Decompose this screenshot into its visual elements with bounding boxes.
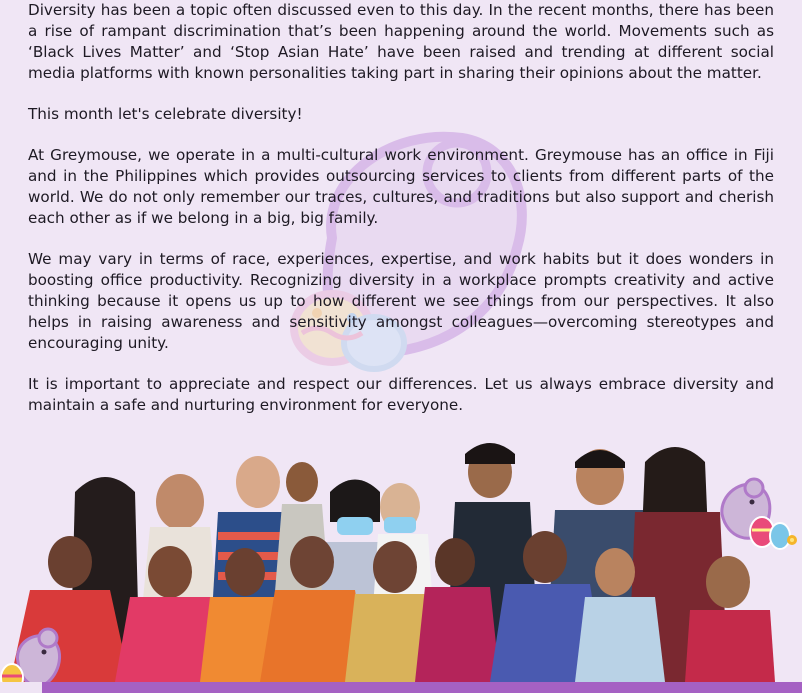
article-body: [28, 0, 774, 436]
article-paragraph-3: At Greymouse, we operate in a multi-cultural work environment. Greymouse has an office in Fiji and in the Philippines which provides outsourcing services to clients from different parts of the world. We do not only remember our traces, cultures, and traditions but also support and cherish each other as if we belong in a big, big family.: [28, 146, 774, 227]
footer-gap: [0, 682, 42, 693]
article-paragraph-2: This month let's celebrate diversity!: [28, 105, 303, 123]
mascot-easter-eggs-image: [712, 474, 802, 554]
article-paragraph-1: Diversity has been a topic often discussed even to this day. In the recent months, there has been a rise of rampant discrimination that’s been happening around the world. Movements such as ‘Black Lives Matter’ and ‘Stop Asian Hate’ have been raised and trending at different social media platforms with known personalities taking part in sharing their opinions about the matter.: [28, 1, 774, 82]
article-paragraph-4: We may vary in terms of race, experiences, expertise, and work habits but it does wonders in boosting office productivity. Recognizing diversity in a workplace prompts creativity and active thinking because it opens us up to how different we see things from our perspectives. It also helps in raising awareness and sensitivity amongst colleagues—overcoming stereotypes and encouraging unity.: [28, 250, 774, 352]
article-paragraph-5: It is important to appreciate and respect our differences. Let us always embrace diversity and maintain a safe and nurturing environment for everyone.: [28, 375, 774, 414]
team-photo: [0, 432, 802, 682]
footer-bar: [42, 682, 802, 693]
